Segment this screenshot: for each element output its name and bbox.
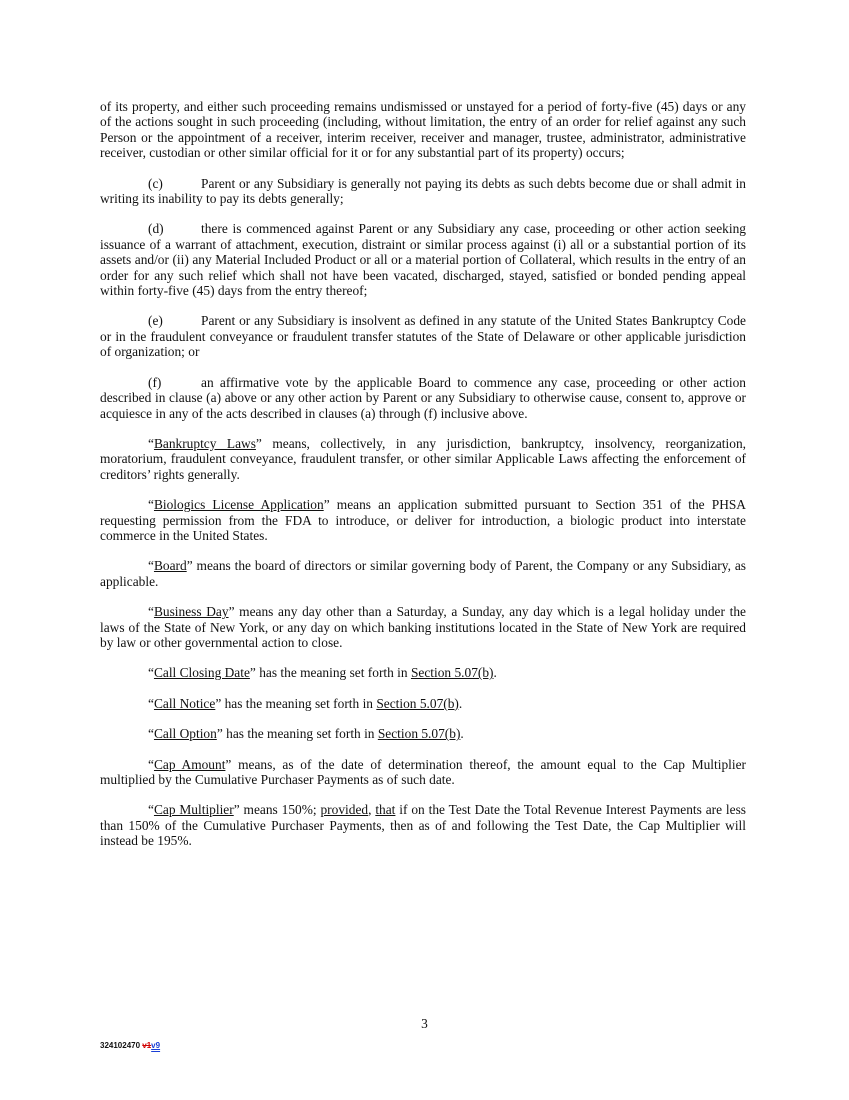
defined-term: Cap Multiplier <box>153 802 234 818</box>
document-id-footer <box>100 1041 160 1050</box>
that-emphasis: that <box>375 802 396 818</box>
defined-term: Board <box>153 558 187 574</box>
clause-f: (f) an affirmative vote by the applicable Board to commence any case, proceeding or other action described in clause (a) above or any other action by Parent or any Subsidiary to otherwise cause, consent to, approve or acquiesce in any of the acts described in clauses (a) through (f) inclusive above. <box>100 374 746 421</box>
defined-term: Cap Amount <box>153 756 226 772</box>
definition-cap-amount: “Cap Amount” means, as of the date of determination thereof, the amount equal to the Cap Multiplier multiplied by the Cumulative Purchaser Payments as of such date. <box>100 756 746 787</box>
clause-label: (c) <box>148 175 163 191</box>
document-id: 324102470 <box>100 1041 143 1050</box>
definition-business-day: “Business Day” means any day other than a Saturday, a Sunday, any day which is a legal holiday under the laws of the State of New York, or any day on which banking institutions located in the State of New York are required by law or other governmental action to close. <box>100 604 746 650</box>
provided-emphasis: provided <box>320 802 369 818</box>
clause-d: (d) there is commenced against Parent or any Subsidiary any case, proceeding or other action seeking issuance of a warrant of attachment, execution, distraint or similar process against (i) all or a substantial portion of its assets and/or (ii) any Material Included Product or all or a material portion of Collateral, which results in the entry of an order for any such relief which shall not have been vacated, discharged, stayed, satisfied or bonded pending appeal within forty-five (45) days from the entry thereof; <box>100 221 746 299</box>
defined-term: Call Option <box>153 726 217 742</box>
section-reference: Section 5.07(b) <box>376 695 459 711</box>
defined-term: Call Closing Date <box>153 665 250 681</box>
definition-bankruptcy-laws: “Bankruptcy Laws” means, collectively, in any jurisdiction, bankruptcy, insolvency, reorganization, moratorium, fraudulent conveyance, fraudulent transfer, or other similar Applicable Laws affecting the enforcement of creditors’ rights generally. <box>100 435 746 482</box>
defined-term: Bankruptcy Laws <box>153 435 256 451</box>
deleted-version: v1 <box>142 1041 152 1050</box>
definition-call-closing-date: “Call Closing Date” has the meaning set forth in Section 5.07(b). <box>148 665 497 681</box>
clause-label: (e) <box>148 313 163 329</box>
document-body <box>100 99 746 864</box>
definition-cap-multiplier: “Cap Multiplier” means 150%; provided, that if on the Test Date the Total Revenue Interest Payments are less than 150% of the Cumulative Purchaser Payments, then as of and following the Test Date, the Cap Multiplier will instead be 195%. <box>100 802 747 849</box>
definition-call-notice: “Call Notice” has the meaning set forth in Section 5.07(b). <box>148 695 463 711</box>
page-number: 3 <box>421 1016 428 1031</box>
inserted-version: v9 <box>151 1041 161 1050</box>
clause-label: (f) <box>148 374 162 390</box>
definition-board: “Board” means the board of directors or similar governing body of Parent, the Company or any Subsidiary, as applicable. <box>100 558 746 589</box>
defined-term: Call Notice <box>153 695 216 711</box>
defined-term: Biologics License Application <box>153 497 324 513</box>
clause-e: (e) Parent or any Subsidiary is insolvent as defined in any statute of the United States Bankruptcy Code or in the fraudulent conveyance or fraudulent transfer statutes of the State of Delaware or other applicable jurisdiction of organization; or <box>100 313 746 360</box>
section-reference: Section 5.07(b) <box>410 665 494 681</box>
clause-label: (d) <box>148 221 164 237</box>
paragraph-continuation: of its property, and either such proceeding remains undismissed or unstayed for a period of forty-five (45) days or any of the actions sought in such proceeding (including, without limitation, the entry of an order for relief against any such Person or the appointment of a receiver, interim receiver, receiver and manager, trustee, administrator, administrative receiver, custodian or other similar official for it or for any substantial part of its property) occurs; <box>100 99 746 161</box>
defined-term: Business Day <box>153 604 229 620</box>
section-reference: Section 5.07(b) <box>377 726 461 742</box>
definition-biologics-license-application: “Biologics License Application” means an application submitted pursuant to Section 351 of the PHSA requesting permission from the FDA to introduce, or deliver for introduction, a biologic product into interstate commerce in the United States. <box>100 497 746 543</box>
clause-c: (c) Parent or any Subsidiary is generally not paying its debts as such debts become due or shall admit in writing its inability to pay its debts generally; <box>100 175 746 207</box>
definition-call-option: “Call Option” has the meaning set forth in Section 5.07(b). <box>148 726 464 742</box>
